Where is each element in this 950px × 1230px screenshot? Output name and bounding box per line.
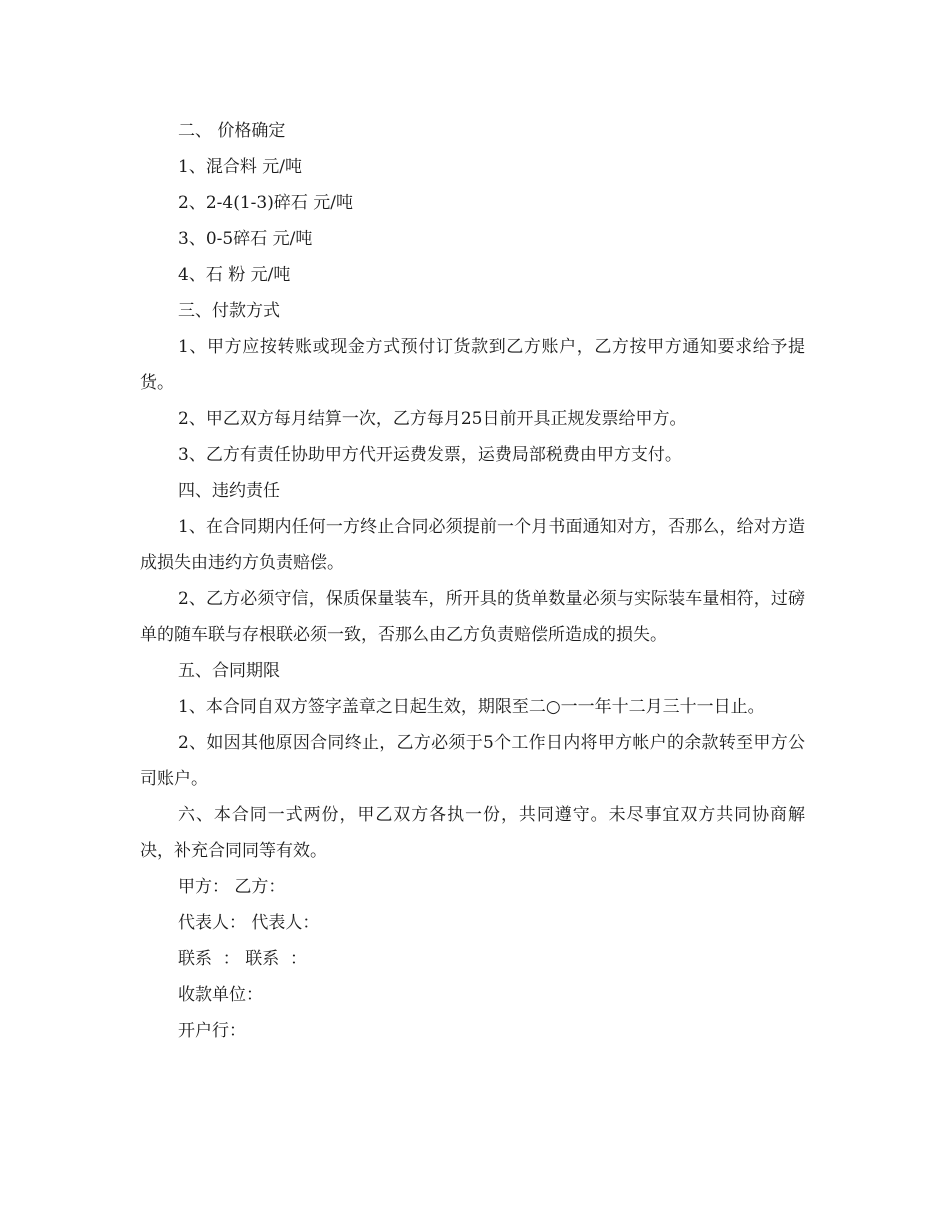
signature-bank: 开户行： — [178, 1021, 246, 1041]
signature-contact: 联系 ： 联系 ： — [178, 949, 308, 969]
breach-clause-1: 1、在合同期内任何一方终止合同必须提前一个月书面通知对方，否那么，给对方造成损失由违约方负责赔偿。 — [140, 517, 805, 573]
signature-representative: 代表人： 代表人： — [178, 913, 320, 933]
signature-party-a-b: 甲方： 乙方： — [178, 877, 286, 897]
contract-body — [140, 113, 805, 1049]
section-heading-term: 五、合同期限 — [178, 661, 280, 681]
section-heading-payment: 三、付款方式 — [178, 301, 280, 321]
section-copies: 六、本合同一式两份，甲乙双方各执一份，共同遵守。未尽事宜双方共同协商解决，补充合同同等有效。 — [140, 805, 805, 861]
term-clause-1: 1、本合同自双方签字盖章之日起生效，期限至二○一一年十二月三十一日止。 — [178, 697, 765, 717]
term-clause-2: 2、如因其他原因合同终止，乙方必须于5个工作日内将甲方帐户的余款转至甲方公司账户。 — [140, 733, 805, 789]
payment-clause-1: 1、甲方应按转账或现金方式预付订货款到乙方账户，乙方按甲方通知要求给予提货。 — [140, 337, 805, 393]
price-item-gravel-2-4: 2、2-4(1-3)碎石 元/吨 — [178, 193, 353, 213]
section-heading-price: 二、 价格确定 — [178, 121, 286, 141]
payment-clause-3: 3、乙方有责任协助甲方代开运费发票，运费局部税费由甲方支付。 — [178, 445, 682, 465]
signature-payee: 收款单位： — [178, 985, 263, 1005]
breach-clause-2: 2、乙方必须守信，保质保量装车，所开具的货单数量必须与实际装车量相符，过磅单的随车联与存根联必须一致，否那么由乙方负责赔偿所造成的损失。 — [140, 589, 805, 645]
price-item-gravel-0-5: 3、0-5碎石 元/吨 — [178, 229, 313, 249]
payment-clause-2: 2、甲乙双方每月结算一次，乙方每月25日前开具正规发票给甲方。 — [178, 409, 687, 429]
price-item-stone-powder: 4、石 粉 元/吨 — [178, 265, 291, 285]
section-heading-breach: 四、违约责任 — [178, 481, 280, 501]
price-item-mixture: 1、混合料 元/吨 — [178, 157, 302, 177]
